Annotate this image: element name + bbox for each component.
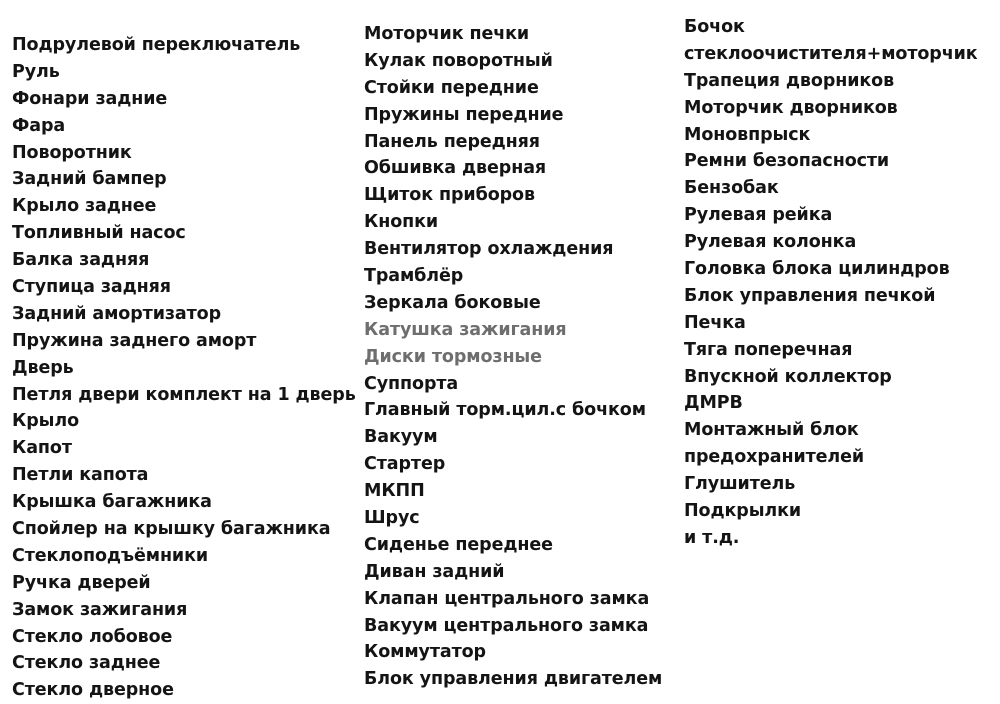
list-item: Бензобак [684, 178, 779, 199]
list-item: Рулевая колонка [684, 232, 857, 253]
list-item: Бочок [684, 17, 745, 37]
list-item: Головка блока цилиндров [684, 259, 950, 280]
list-item: Клапан центрального замка [364, 588, 650, 609]
list-item: стеклоочистителя+моторчик [684, 43, 978, 64]
list-item: Впускной коллектор [684, 366, 892, 387]
parts-column-2 [364, 21, 662, 693]
list-item: Стеклоподъёмники [12, 545, 209, 566]
list-item: Поворотник [12, 142, 132, 163]
list-item: Замок зажигания [12, 599, 188, 620]
list-item: Петли капота [12, 465, 149, 486]
list-item: Монтажный блок [684, 420, 859, 441]
list-item: Петля двери комплект на 1 дверь [12, 384, 356, 405]
list-item: Суппорта [364, 373, 459, 394]
list-item: Стекло лобовое [12, 626, 173, 647]
list-item: Катушка зажигания [364, 319, 567, 340]
list-item: Моторчик печки [364, 24, 530, 44]
list-item: Диван задний [364, 561, 505, 582]
list-item: Блок управления печкой [684, 285, 936, 306]
list-item: Кнопки [364, 212, 439, 233]
list-item: Моторчик дворников [684, 97, 898, 118]
list-item: Вакуум [364, 427, 438, 448]
list-item: Ступица задняя [12, 277, 171, 298]
list-item: Ручка дверей [12, 572, 151, 593]
list-item: Дверь [12, 357, 74, 378]
list-item: Топливный насос [12, 223, 186, 244]
list-item: Вентилятор охлаждения [364, 239, 614, 260]
list-item: Кулак поворотный [364, 50, 553, 71]
list-item: Зеркала боковые [364, 292, 541, 313]
list-item: Пружины передние [364, 104, 564, 125]
list-item: Капот [12, 438, 72, 459]
list-item: Блок управления двигателем [364, 669, 663, 690]
list-item: Трапеция дворников [684, 70, 895, 91]
list-item: и т.д. [684, 527, 740, 548]
list-item: ДМРВ [684, 393, 743, 414]
list-item: Крыло заднее [12, 196, 157, 217]
list-item: Стекло дверное [12, 680, 174, 701]
list-item: Главный торм.цил.с бочком [364, 400, 646, 421]
list-item: Обшивка дверная [364, 158, 547, 179]
list-item: Шрус [364, 508, 420, 529]
list-item: Диски тормозные [364, 346, 542, 367]
list-item: Фара [12, 115, 66, 136]
list-item: Спойлер на крышку багажника [12, 519, 331, 540]
list-item: Крышка багажника [12, 492, 212, 513]
list-item: Рулевая рейка [684, 205, 833, 226]
list-item: Моновпрыск [684, 124, 811, 145]
list-item: Стартер [364, 454, 446, 475]
list-item: Тяга поперечная [684, 339, 853, 360]
list-item: Крыло [12, 411, 79, 432]
list-item: Вакуум центрального замка [364, 615, 649, 636]
list-item: Задний амортизатор [12, 303, 222, 324]
parts-column-1 [12, 32, 356, 704]
list-item: Подкрылки [684, 501, 802, 522]
list-item: Сиденье переднее [364, 534, 553, 555]
list-item: предохранителей [684, 447, 865, 468]
list-item: Щиток приборов [364, 185, 535, 206]
parts-column-3 [684, 14, 978, 552]
list-item: Панель передняя [364, 131, 540, 152]
list-item: Задний бампер [12, 169, 167, 190]
list-item: Стекло заднее [12, 653, 161, 674]
list-item: Стойки передние [364, 77, 539, 98]
list-item: Балка задняя [12, 250, 150, 271]
list-item: Трамблёр [364, 266, 464, 287]
list-item: Пружина заднего аморт [12, 330, 257, 351]
list-item: Руль [12, 61, 60, 82]
list-item: Фонари задние [12, 88, 168, 109]
list-item: Ремни безопасности [684, 151, 890, 172]
list-item: Глушитель [684, 474, 796, 495]
list-item: МКПП [364, 481, 425, 502]
list-item: Печка [684, 312, 746, 333]
list-item: Коммутатор [364, 642, 486, 663]
list-item: Подрулевой переключатель [12, 35, 301, 55]
